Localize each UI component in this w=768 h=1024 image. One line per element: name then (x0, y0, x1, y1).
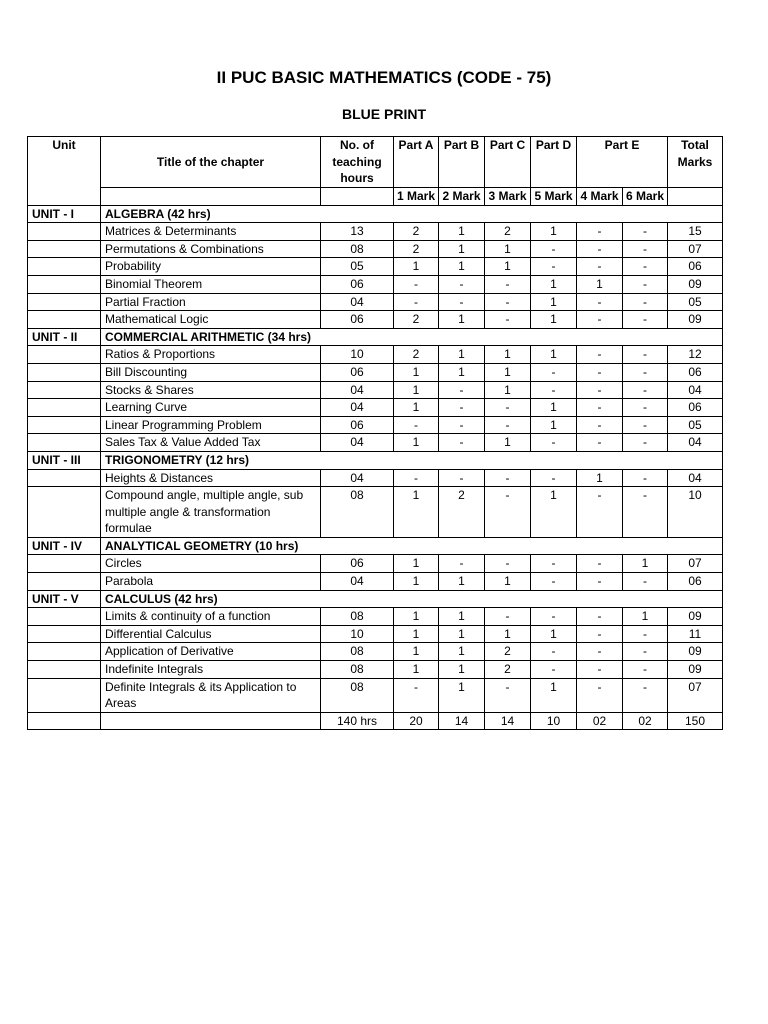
cell-total: 05 (668, 293, 723, 311)
table-row (28, 416, 723, 434)
cell-hours: 10 (321, 625, 394, 643)
unit-label: UNIT - V (28, 590, 101, 608)
cell-a: 2 (394, 240, 439, 258)
cell-b: 1 (439, 346, 485, 364)
cell-b: 1 (439, 240, 485, 258)
cell-a: 2 (394, 311, 439, 329)
subheader-blank-total (668, 188, 723, 206)
cell-e6: - (623, 573, 668, 591)
chapter-title: Ratios & Proportions (101, 346, 321, 364)
cell-d: 1 (531, 346, 577, 364)
cell-c: - (485, 555, 531, 573)
header-part-d: Part D (531, 137, 577, 188)
cell-d: - (531, 643, 577, 661)
cell-a: - (394, 275, 439, 293)
cell-c: 1 (485, 434, 531, 452)
table-row (28, 487, 723, 538)
table-header-row (28, 137, 723, 188)
cell-hours: 06 (321, 416, 394, 434)
cell-e6: - (623, 487, 668, 538)
cell-e6: - (623, 399, 668, 417)
table-row (28, 363, 723, 381)
cell-e6: - (623, 240, 668, 258)
header-unit: Unit (28, 137, 101, 206)
unit-heading: CALCULUS (42 hrs) (101, 590, 723, 608)
chapter-title: Permutations & Combinations (101, 240, 321, 258)
table-row (28, 434, 723, 452)
cell-b: 1 (439, 678, 485, 712)
unit-row (28, 451, 723, 469)
cell-d: 1 (531, 416, 577, 434)
unit-row (28, 328, 723, 346)
cell-a: 1 (394, 555, 439, 573)
unit-blank-cell (28, 643, 101, 661)
cell-a: 1 (394, 381, 439, 399)
unit-row (28, 205, 723, 223)
cell-d: 1 (531, 625, 577, 643)
cell-d: 1 (531, 678, 577, 712)
cell-a: 2 (394, 223, 439, 241)
unit-blank-cell (28, 258, 101, 276)
cell-b: 1 (439, 311, 485, 329)
table-row (28, 399, 723, 417)
unit-blank-cell (28, 416, 101, 434)
cell-b: 1 (439, 363, 485, 381)
cell-e6: - (623, 363, 668, 381)
header-part-a: Part A (394, 137, 439, 188)
cell-e4: - (577, 381, 623, 399)
cell-total: 06 (668, 399, 723, 417)
chapter-title: Limits & continuity of a function (101, 608, 321, 626)
table-subheader-row (28, 188, 723, 206)
unit-blank-cell (28, 608, 101, 626)
cell-hours: 08 (321, 678, 394, 712)
cell-e4: - (577, 293, 623, 311)
chapter-title: Probability (101, 258, 321, 276)
chapter-title: Parabola (101, 573, 321, 591)
table-row (28, 311, 723, 329)
cell-a: 1 (394, 661, 439, 679)
cell-b: 1 (439, 625, 485, 643)
table-row (28, 223, 723, 241)
cell-c: 2 (485, 643, 531, 661)
cell-e6: - (623, 416, 668, 434)
cell-total: 09 (668, 275, 723, 293)
table-row (28, 293, 723, 311)
table-row (28, 381, 723, 399)
header-part-c: Part C (485, 137, 531, 188)
cell-c: 1 (485, 625, 531, 643)
cell-a: - (394, 469, 439, 487)
cell-hours: 05 (321, 258, 394, 276)
cell-d: 1 (531, 311, 577, 329)
unit-blank-cell (28, 240, 101, 258)
chapter-title: Sales Tax & Value Added Tax (101, 434, 321, 452)
cell-hours: 10 (321, 346, 394, 364)
cell-b: - (439, 293, 485, 311)
header-total: Total Marks (668, 137, 723, 188)
cell-b: - (439, 381, 485, 399)
cell-e4: - (577, 399, 623, 417)
cell-total: 09 (668, 608, 723, 626)
unit-blank-cell (28, 625, 101, 643)
cell-a: 1 (394, 573, 439, 591)
header-chapter: Title of the chapter (101, 137, 321, 188)
cell-d: - (531, 240, 577, 258)
cell-a: 1 (394, 625, 439, 643)
unit-label: UNIT - IV (28, 537, 101, 555)
cell-hours: 04 (321, 399, 394, 417)
cell-a: 1 (394, 643, 439, 661)
unit-blank-cell (28, 487, 101, 538)
cell-b: 1 (439, 608, 485, 626)
cell-total: 04 (668, 381, 723, 399)
cell-c: - (485, 293, 531, 311)
cell-e6: - (623, 223, 668, 241)
total-d: 10 (531, 712, 577, 730)
chapter-title: Compound angle, multiple angle, sub multiple angle & transformation formulae (101, 487, 321, 538)
cell-c: 1 (485, 240, 531, 258)
chapter-title: Differential Calculus (101, 625, 321, 643)
cell-e6: - (623, 258, 668, 276)
subheader-mark-d: 5 Mark (531, 188, 577, 206)
cell-total: 07 (668, 555, 723, 573)
blueprint-table (27, 136, 723, 730)
total-e4: 02 (577, 712, 623, 730)
cell-total: 07 (668, 240, 723, 258)
unit-blank-cell (28, 346, 101, 364)
subheader-mark-e4: 4 Mark (577, 188, 623, 206)
cell-d: - (531, 608, 577, 626)
cell-e6: - (623, 661, 668, 679)
cell-e4: 1 (577, 275, 623, 293)
cell-a: 1 (394, 363, 439, 381)
chapter-title: Application of Derivative (101, 643, 321, 661)
chapter-title: Definite Integrals & its Application to Areas (101, 678, 321, 712)
cell-e4: - (577, 346, 623, 364)
page-title: II PUC BASIC MATHEMATICS (CODE - 75) (216, 68, 552, 87)
cell-e4: - (577, 678, 623, 712)
cell-c: - (485, 469, 531, 487)
subheader-blank-chapter (101, 188, 321, 206)
cell-c: 1 (485, 258, 531, 276)
cell-hours: 06 (321, 555, 394, 573)
cell-a: - (394, 293, 439, 311)
unit-blank-cell (28, 311, 101, 329)
cell-e4: - (577, 487, 623, 538)
cell-b: 1 (439, 223, 485, 241)
totals-blank-unit (28, 712, 101, 730)
cell-d: - (531, 434, 577, 452)
unit-label: UNIT - III (28, 451, 101, 469)
unit-blank-cell (28, 381, 101, 399)
cell-b: - (439, 434, 485, 452)
cell-e6: - (623, 434, 668, 452)
cell-e4: - (577, 625, 623, 643)
cell-hours: 04 (321, 573, 394, 591)
table-row (28, 643, 723, 661)
cell-d: - (531, 661, 577, 679)
unit-label: UNIT - II (28, 328, 101, 346)
cell-hours: 08 (321, 240, 394, 258)
table-row (28, 555, 723, 573)
unit-blank-cell (28, 555, 101, 573)
subheader-mark-c: 3 Mark (485, 188, 531, 206)
cell-d: - (531, 381, 577, 399)
table-row (28, 346, 723, 364)
cell-c: - (485, 416, 531, 434)
unit-label: UNIT - I (28, 205, 101, 223)
cell-total: 06 (668, 363, 723, 381)
chapter-title: Indefinite Integrals (101, 661, 321, 679)
cell-a: 1 (394, 608, 439, 626)
cell-b: 1 (439, 643, 485, 661)
cell-e4: - (577, 434, 623, 452)
cell-d: - (531, 573, 577, 591)
cell-e4: - (577, 555, 623, 573)
cell-e6: 1 (623, 555, 668, 573)
unit-blank-cell (28, 399, 101, 417)
cell-c: - (485, 311, 531, 329)
chapter-title: Linear Programming Problem (101, 416, 321, 434)
unit-blank-cell (28, 275, 101, 293)
cell-c: 2 (485, 661, 531, 679)
cell-total: 05 (668, 416, 723, 434)
subheader-mark-e6: 6 Mark (623, 188, 668, 206)
cell-c: - (485, 608, 531, 626)
cell-e4: - (577, 311, 623, 329)
total-hours: 140 hrs (321, 712, 394, 730)
cell-b: 1 (439, 661, 485, 679)
unit-row (28, 590, 723, 608)
cell-hours: 06 (321, 275, 394, 293)
cell-hours: 06 (321, 311, 394, 329)
unit-blank-cell (28, 678, 101, 712)
cell-d: 1 (531, 293, 577, 311)
cell-c: 1 (485, 346, 531, 364)
cell-a: - (394, 678, 439, 712)
cell-b: - (439, 416, 485, 434)
cell-total: 09 (668, 311, 723, 329)
chapter-title: Partial Fraction (101, 293, 321, 311)
totals-blank-chapter (101, 712, 321, 730)
cell-c: - (485, 487, 531, 538)
cell-c: 1 (485, 573, 531, 591)
header-part-e: Part E (577, 137, 668, 188)
cell-c: 1 (485, 363, 531, 381)
subheader-mark-b: 2 Mark (439, 188, 485, 206)
cell-b: 2 (439, 487, 485, 538)
total-b: 14 (439, 712, 485, 730)
cell-hours: 08 (321, 487, 394, 538)
cell-total: 04 (668, 434, 723, 452)
cell-b: - (439, 555, 485, 573)
cell-e6: - (623, 643, 668, 661)
unit-blank-cell (28, 363, 101, 381)
subheader-mark-a: 1 Mark (394, 188, 439, 206)
cell-hours: 08 (321, 661, 394, 679)
unit-heading: TRIGONOMETRY (12 hrs) (101, 451, 723, 469)
table-row (28, 608, 723, 626)
cell-a: 1 (394, 487, 439, 538)
cell-d: 1 (531, 399, 577, 417)
unit-blank-cell (28, 434, 101, 452)
cell-e4: - (577, 416, 623, 434)
table-row (28, 240, 723, 258)
cell-e6: - (623, 275, 668, 293)
cell-d: - (531, 258, 577, 276)
cell-d: - (531, 555, 577, 573)
chapter-title: Mathematical Logic (101, 311, 321, 329)
chapter-title: Learning Curve (101, 399, 321, 417)
chapter-title: Circles (101, 555, 321, 573)
cell-total: 09 (668, 643, 723, 661)
cell-e6: - (623, 625, 668, 643)
table-row (28, 678, 723, 712)
unit-heading: ALGEBRA (42 hrs) (101, 205, 723, 223)
cell-a: - (394, 416, 439, 434)
cell-hours: 08 (321, 608, 394, 626)
cell-hours: 13 (321, 223, 394, 241)
cell-total: 12 (668, 346, 723, 364)
unit-blank-cell (28, 661, 101, 679)
unit-blank-cell (28, 223, 101, 241)
cell-e4: - (577, 608, 623, 626)
cell-a: 1 (394, 399, 439, 417)
cell-e6: - (623, 293, 668, 311)
cell-hours: 04 (321, 469, 394, 487)
cell-e6: - (623, 311, 668, 329)
cell-e4: - (577, 661, 623, 679)
cell-hours: 06 (321, 363, 394, 381)
cell-a: 2 (394, 346, 439, 364)
cell-e6: - (623, 346, 668, 364)
cell-e4: - (577, 240, 623, 258)
cell-e6: 1 (623, 608, 668, 626)
cell-b: - (439, 275, 485, 293)
cell-c: 1 (485, 381, 531, 399)
total-c: 14 (485, 712, 531, 730)
cell-c: 2 (485, 223, 531, 241)
cell-total: 06 (668, 573, 723, 591)
cell-total: 04 (668, 469, 723, 487)
table-row (28, 625, 723, 643)
total-a: 20 (394, 712, 439, 730)
cell-c: - (485, 399, 531, 417)
table-row (28, 661, 723, 679)
cell-b: 1 (439, 258, 485, 276)
unit-heading: COMMERCIAL ARITHMETIC (34 hrs) (101, 328, 723, 346)
cell-d: 1 (531, 275, 577, 293)
cell-e4: - (577, 223, 623, 241)
cell-e4: - (577, 643, 623, 661)
total-total: 150 (668, 712, 723, 730)
cell-total: 06 (668, 258, 723, 276)
cell-c: - (485, 275, 531, 293)
header-hours: No. of teaching hours (321, 137, 394, 188)
totals-row (28, 712, 723, 730)
cell-e4: - (577, 363, 623, 381)
unit-blank-cell (28, 293, 101, 311)
cell-d: 1 (531, 223, 577, 241)
cell-hours: 04 (321, 293, 394, 311)
cell-b: - (439, 399, 485, 417)
cell-e4: 1 (577, 469, 623, 487)
cell-a: 1 (394, 258, 439, 276)
cell-total: 09 (668, 661, 723, 679)
cell-d: - (531, 363, 577, 381)
cell-e6: - (623, 678, 668, 712)
cell-total: 10 (668, 487, 723, 538)
cell-e6: - (623, 469, 668, 487)
chapter-title: Matrices & Determinants (101, 223, 321, 241)
chapter-title: Binomial Theorem (101, 275, 321, 293)
table-row (28, 258, 723, 276)
chapter-title: Heights & Distances (101, 469, 321, 487)
header-part-b: Part B (439, 137, 485, 188)
page-subtitle: BLUE PRINT (342, 106, 426, 122)
total-e6: 02 (623, 712, 668, 730)
table-row (28, 275, 723, 293)
cell-e6: - (623, 381, 668, 399)
unit-heading: ANALYTICAL GEOMETRY (10 hrs) (101, 537, 723, 555)
unit-row (28, 537, 723, 555)
cell-total: 15 (668, 223, 723, 241)
unit-blank-cell (28, 573, 101, 591)
table-row (28, 469, 723, 487)
cell-total: 07 (668, 678, 723, 712)
table-row (28, 573, 723, 591)
cell-total: 11 (668, 625, 723, 643)
subheader-blank-hours (321, 188, 394, 206)
chapter-title: Bill Discounting (101, 363, 321, 381)
cell-c: - (485, 678, 531, 712)
cell-hours: 04 (321, 381, 394, 399)
cell-e4: - (577, 573, 623, 591)
cell-hours: 08 (321, 643, 394, 661)
chapter-title: Stocks & Shares (101, 381, 321, 399)
cell-d: 1 (531, 487, 577, 538)
cell-e4: - (577, 258, 623, 276)
cell-hours: 04 (321, 434, 394, 452)
cell-b: 1 (439, 573, 485, 591)
cell-a: 1 (394, 434, 439, 452)
unit-blank-cell (28, 469, 101, 487)
cell-d: - (531, 469, 577, 487)
cell-b: - (439, 469, 485, 487)
